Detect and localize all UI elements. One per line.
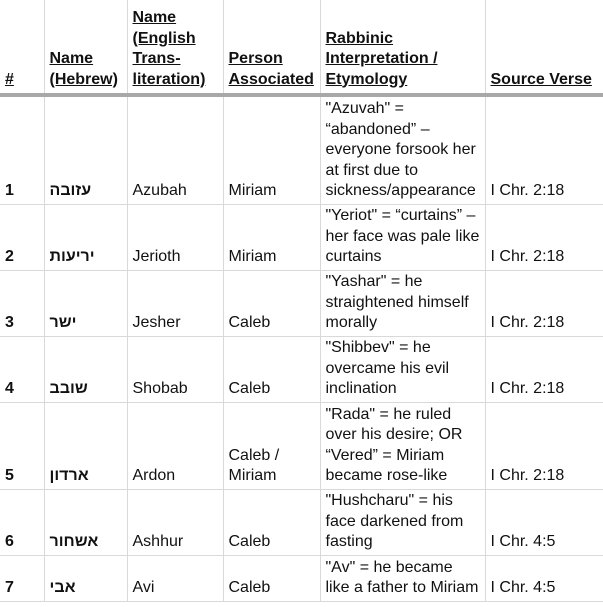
row-number: 4 (0, 336, 44, 402)
source-verse: I Chr. 2:18 (485, 402, 603, 489)
person-associated: Miriam (223, 204, 320, 270)
interpretation: "Azuvah" = “abandoned” – everyone forsook her at first due to sickness/appearance (320, 95, 485, 204)
table-row (0, 336, 603, 402)
interpretation: "Hushcharu" = his face darkened from fasting (320, 489, 485, 555)
source-verse: I Chr. 2:18 (485, 336, 603, 402)
hebrew-name: שובב (44, 336, 127, 402)
source-verse: I Chr. 2:18 (485, 270, 603, 336)
table-row (0, 402, 603, 489)
english-name: Jesher (127, 270, 223, 336)
source-verse: I Chr. 4:5 (485, 555, 603, 601)
source-verse: I Chr. 2:18 (485, 95, 603, 204)
header-name-english: Name (English Trans- literation) (127, 0, 223, 95)
row-number: 3 (0, 270, 44, 336)
header-person-associated: Person Associated (223, 0, 320, 95)
source-verse: I Chr. 4:5 (485, 489, 603, 555)
english-name: Azubah (127, 95, 223, 204)
interpretation: "Yeriot" = “curtains” – her face was pale like curtains (320, 204, 485, 270)
interpretation: "Rada" = he ruled over his desire; OR “Vered” = Miriam became rose-like (320, 402, 485, 489)
row-number: 1 (0, 95, 44, 204)
table-row (0, 489, 603, 555)
header-interpretation: Rabbinic Interpretation / Etymology (320, 0, 485, 95)
person-associated: Caleb (223, 489, 320, 555)
table-row (0, 555, 603, 601)
hebrew-name: עזובה (44, 95, 127, 204)
english-name: Shobab (127, 336, 223, 402)
english-name: Jerioth (127, 204, 223, 270)
english-name: Avi (127, 555, 223, 601)
table-row (0, 204, 603, 270)
person-associated: Caleb (223, 336, 320, 402)
hebrew-name: ארדון (44, 402, 127, 489)
person-associated: Caleb (223, 270, 320, 336)
english-name: Ashhur (127, 489, 223, 555)
row-number: 6 (0, 489, 44, 555)
interpretation: "Av" = he became like a father to Miriam (320, 555, 485, 601)
person-associated: Miriam (223, 95, 320, 204)
table-row (0, 270, 603, 336)
table-row (0, 95, 603, 204)
source-verse: I Chr. 2:18 (485, 204, 603, 270)
person-associated: Caleb (223, 555, 320, 601)
interpretation: "Shibbev" = he overcame his evil inclination (320, 336, 485, 402)
header-number: # (0, 0, 44, 95)
row-number: 2 (0, 204, 44, 270)
person-associated: Caleb / Miriam (223, 402, 320, 489)
row-number: 5 (0, 402, 44, 489)
header-source-verse: Source Verse (485, 0, 603, 95)
english-name: Ardon (127, 402, 223, 489)
hebrew-name: יריעות (44, 204, 127, 270)
hebrew-name: אבי (44, 555, 127, 601)
hebrew-name: אשחור (44, 489, 127, 555)
interpretation: "Yashar" = he straightened himself morally (320, 270, 485, 336)
header-name-hebrew: Name (Hebrew) (44, 0, 127, 95)
header-row (0, 0, 603, 95)
row-number: 7 (0, 555, 44, 601)
hebrew-name: ישר (44, 270, 127, 336)
